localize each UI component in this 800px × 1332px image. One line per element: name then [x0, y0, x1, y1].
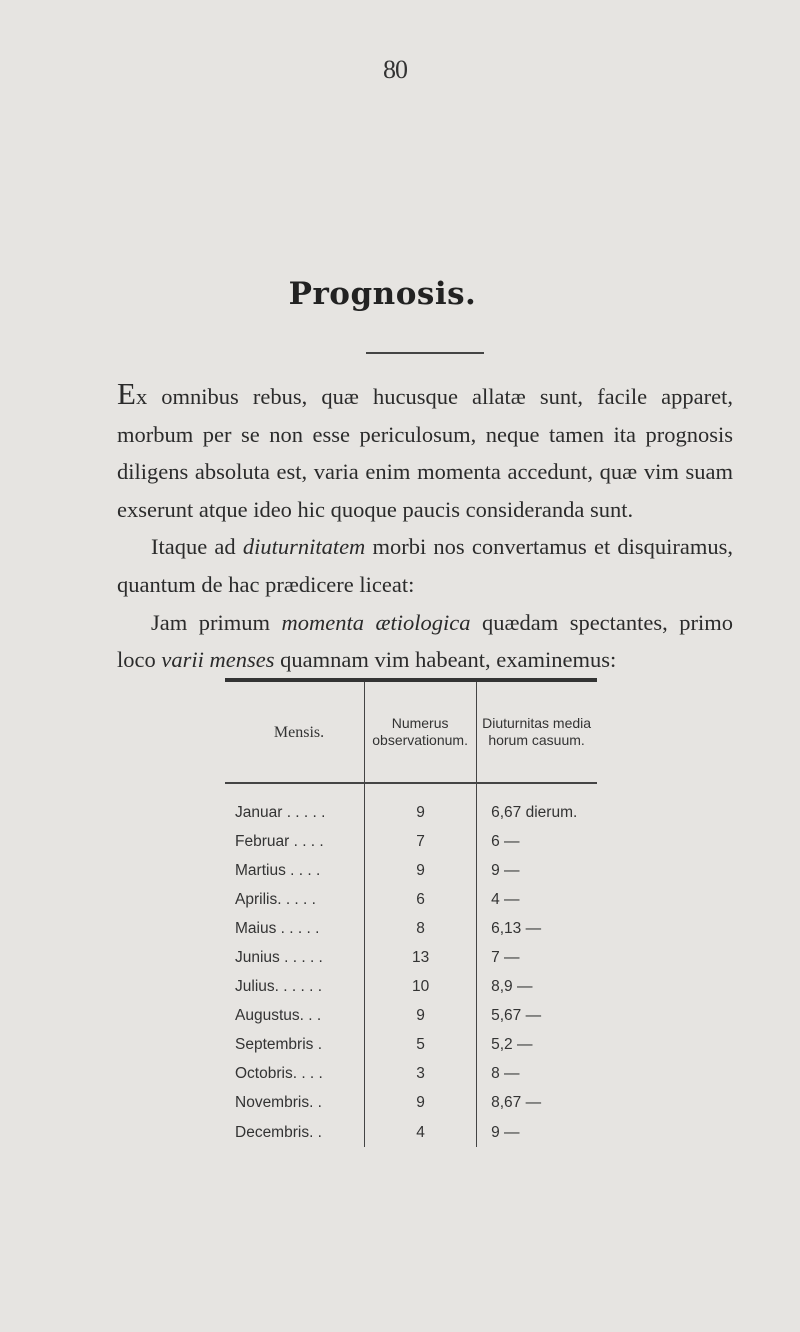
cell-numerus: 7	[365, 827, 477, 856]
paragraph-3-text-b: quædam spectantes, primo loco	[117, 609, 734, 673]
paragraph-2	[117, 528, 733, 603]
cell-mensis: Februar . . . .	[235, 832, 324, 850]
cell-numerus: 5	[365, 1031, 477, 1060]
paragraph-3	[117, 604, 733, 679]
cell-numerus: 9	[365, 1002, 477, 1031]
cell-numerus: 13	[365, 943, 477, 972]
cell-mensis: Octobris. . . .	[235, 1065, 323, 1083]
header-mensis: Mensis.	[225, 680, 365, 783]
cell-mensis: Martius . . . .	[235, 861, 321, 879]
body-text	[117, 378, 733, 679]
table-row	[225, 1118, 597, 1147]
cell-mensis: Novembris. .	[235, 1094, 322, 1112]
table-header-row	[225, 680, 597, 783]
cell-numerus: 9	[365, 856, 477, 885]
page-number: 80	[383, 55, 407, 84]
cell-mensis: Aprilis. . . . .	[235, 890, 316, 908]
section-title: Prognosis.	[288, 276, 477, 312]
drop-cap: E	[117, 376, 136, 411]
cell-diuturnitas: 5,2 —	[491, 1036, 533, 1054]
cell-diuturnitas: 6,67 dierum.	[491, 803, 578, 821]
cell-diuturnitas: 4 —	[491, 890, 520, 908]
cell-diuturnitas: 8,9 —	[491, 978, 533, 996]
paragraph-1	[117, 378, 733, 528]
cell-numerus: 9	[365, 1089, 477, 1118]
cell-mensis: Septembris .	[235, 1036, 323, 1054]
table-row	[225, 1089, 597, 1118]
cell-mensis: Julius. . . . . .	[235, 978, 322, 996]
paragraph-1-text: x omnibus rebus, quæ hucusque allatæ sunt, facile apparet, morbum per se non esse periculosum, neque tamen ita prognosis diligens absoluta est, varia enim momenta accedunt, quæ vim suam exserunt atque ideo hic quoque paucis consideranda sunt.	[117, 384, 733, 522]
table-row	[225, 914, 597, 943]
table-row	[225, 827, 597, 856]
cell-diuturnitas: 9 —	[491, 1123, 520, 1141]
table-row	[225, 783, 597, 827]
cell-diuturnitas: 7 —	[491, 949, 520, 967]
title-divider	[366, 352, 484, 354]
table-row	[225, 856, 597, 885]
cell-mensis: Maius . . . . .	[235, 919, 320, 937]
cell-diuturnitas: 5,67 —	[491, 1007, 542, 1025]
table-row	[225, 1031, 597, 1060]
cell-diuturnitas: 8 —	[491, 1065, 520, 1083]
cell-numerus: 8	[365, 914, 477, 943]
cell-mensis: Januar . . . . .	[235, 803, 326, 821]
cell-numerus: 6	[365, 885, 477, 914]
paragraph-2-text-a: Itaque ad	[151, 534, 243, 560]
cell-diuturnitas: 8,67 —	[491, 1094, 542, 1112]
paragraph-2-text-b: morbi nos convertamus et disquiramus, quantum de hac prædicere liceat:	[117, 534, 733, 597]
paragraph-3-emphasis-1: momenta ætiologica	[281, 609, 471, 635]
table-row	[225, 1002, 597, 1031]
cell-mensis: Augustus. . .	[235, 1007, 322, 1025]
months-table	[225, 678, 597, 1147]
header-diuturnitas: Diuturnitas media horum casuum.	[477, 680, 597, 783]
cell-mensis: Decembris. .	[235, 1123, 322, 1141]
cell-numerus: 4	[365, 1118, 477, 1147]
header-numerus: Numerus observationum.	[365, 680, 477, 783]
table-row	[225, 885, 597, 914]
paragraph-2-emphasis: diuturnitatem	[242, 534, 366, 560]
paragraph-3-emphasis-2: varii menses	[161, 647, 275, 673]
cell-diuturnitas: 9 —	[491, 861, 520, 879]
cell-numerus: 3	[365, 1060, 477, 1089]
cell-diuturnitas: 6 —	[491, 832, 520, 850]
table-row	[225, 973, 597, 1002]
cell-numerus: 9	[365, 783, 477, 827]
paragraph-3-text-c: quamnam vim habeant, examinemus:	[274, 647, 617, 673]
paragraph-3-text-a: Jam primum	[151, 609, 282, 635]
table-body	[225, 783, 597, 1147]
table-row	[225, 1060, 597, 1089]
cell-diuturnitas: 6,13 —	[491, 919, 542, 937]
cell-numerus: 10	[365, 973, 477, 1002]
cell-mensis: Junius . . . . .	[235, 949, 323, 967]
table-row	[225, 943, 597, 972]
